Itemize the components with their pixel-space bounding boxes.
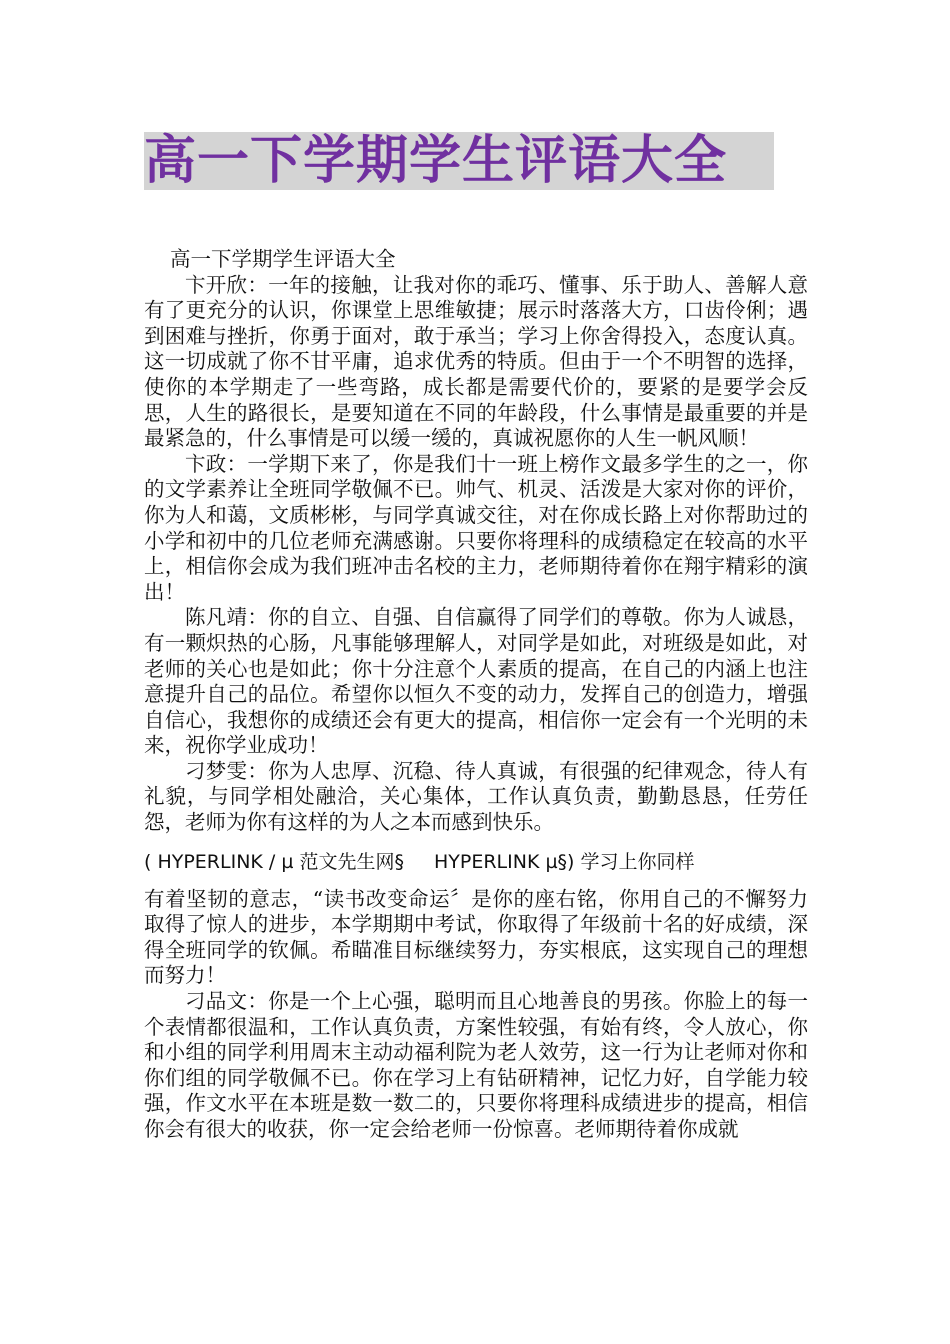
hyperlink-field-line: [144, 850, 808, 875]
document-body: [144, 247, 808, 1143]
paragraph-diao-mengwen: 刁梦雯：你为人忠厚、沉稳、待人真诚，有很强的纪律观念，待人有礼貌，与同学相处融洽，关心集体，工作认真负责，勤勤恳恳，任劳任怨，老师为你有这样的为人之本而感到快乐。: [144, 758, 808, 835]
paragraph-chen-fanjing: 陈凡靖：你的自立、自强、自信赢得了同学们的尊敬。你为人诚恳，有一颗炽热的心肠，凡事能够理解人，对同学是如此，对班级是如此，对老师的关心也是如此；你十分注意个人素质的提高，在自己的内涵上也注意提升自己的品位。希望你以恒久不变的动力，发挥自己的创造力，增强自信心，我想你的成绩还会有更大的提高，相信你一定会有一个光明的未来，祝你学业成功！: [144, 605, 808, 758]
paragraph-bian-zheng: 卞政：一学期下来了，你是我们十一班上榜作文最多学生的之一，你的文学素养让全班同学敬佩不已。帅气、机灵、活泼是大家对你的评价，你为人和蔼，文质彬彬，与同学真诚交往，对在你成长路上对你帮助过的小学和初中的几位老师充满感谢。只要你将理科的成绩稳定在较高的水平上，相信你会成为我们班冲击名校的主力，老师期待着你在翔宇精彩的演出！: [144, 451, 808, 604]
paragraph-diao-pinwen: 刁品文：你是一个上心强，聪明而且心地善良的男孩。你脸上的每一个表情都很温和，工作认真负责，方案性较强，有始有终，令人放心，你和小组的同学利用周末主动动福利院为老人效劳，这一行为让老师对你和你们组的同学敬佩不已。你在学习上有钻研精神，记忆力好，自学能力较强，作文水平在本班是数一数二的，只要你将理科成绩进步的提高，相信你会有很大的收获，你一定会给老师一份惊喜。老师期待着你成就: [144, 989, 808, 1141]
hyperlink-field-part-2: HYPERLINK µ§) 学习上你同样: [433, 850, 695, 873]
body-heading: 高一下学期学生评语大全: [170, 247, 396, 271]
paragraph-continuation: 有着坚韧的意志，“读书改变命运〞是你的座右铭，你用自己的不懈努力取得了惊人的进步，本学期期中考试，你取得了年级前十名的好成绩，深得全班同学的钦佩。希瞄准目标继续努力，夯实根底，这实现自己的理想而努力！: [144, 886, 808, 988]
paragraph-bian-kaixin: 卞开欣：一年的接触，让我对你的乖巧、懂事、乐于助人、善解人意有了更充分的认识，你课堂上思维敏捷；展示时落落大方，口齿伶俐；遇到困难与挫折，你勇于面对，敢于承当；学习上你舍得投入，态度认真。这一切成就了你不甘平庸，追求优秀的特质。但由于一个不明智的选择，使你的本学期走了一些弯路，成长都是需要代价的，要紧的是要学会反思，人生的路很长，是要知道在不同的年龄段，什么事情是最重要的并是最紧急的，什么事情是可以缓一缓的，真诚祝愿你的人生一帆风顺！: [144, 272, 808, 451]
hyperlink-field-part-1: ( HYPERLINK / µ 范文先生网§: [144, 850, 404, 873]
document-title: 高一下学期学生评语大全: [144, 132, 774, 190]
